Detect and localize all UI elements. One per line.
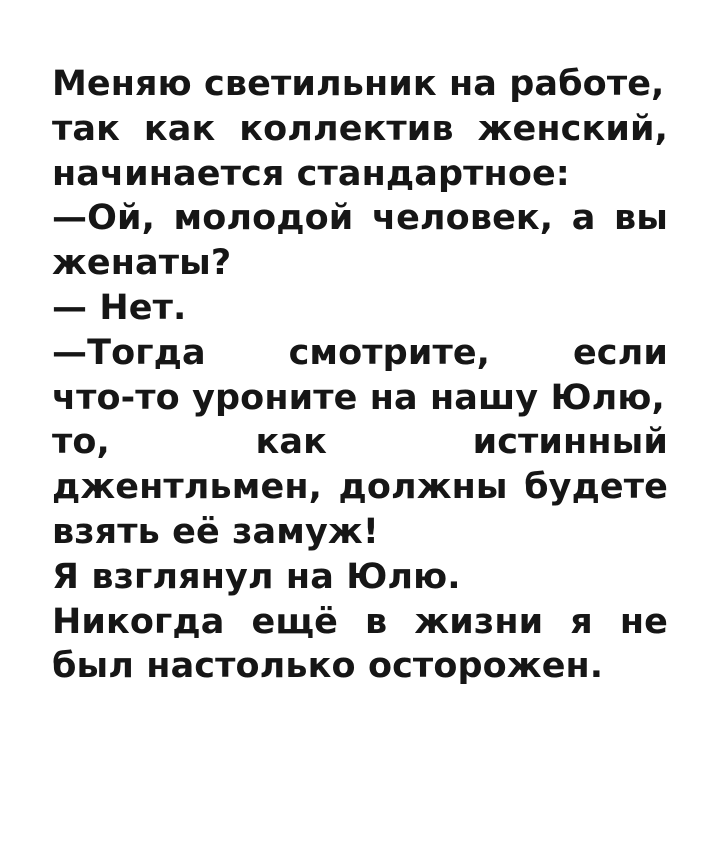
text-line: Я взглянул на Юлю. bbox=[52, 556, 461, 597]
text-line: —Ой, молодой человек, а вы bbox=[52, 198, 668, 239]
text-line: —Тогда смотрите, если bbox=[52, 332, 668, 373]
text-line: взять её замуж! bbox=[52, 511, 379, 552]
text-line: Меняю светильник на работе, bbox=[52, 64, 665, 104]
text-line: Никогда ещё в жизни я не bbox=[52, 601, 668, 642]
text-line: что-то уроните на нашу Юлю, bbox=[52, 377, 665, 418]
text-line: женаты? bbox=[52, 243, 232, 284]
text-line: то, как истинный bbox=[52, 422, 668, 463]
text-line: начинается стандартное: bbox=[52, 153, 570, 194]
text-line: так как коллектив женский, bbox=[52, 108, 668, 149]
text-line: джентльмен, должны будете bbox=[52, 467, 668, 508]
text-line: был настолько осторожен. bbox=[52, 646, 604, 687]
joke-text-block bbox=[52, 62, 668, 689]
text-line: — Нет. bbox=[52, 287, 187, 328]
